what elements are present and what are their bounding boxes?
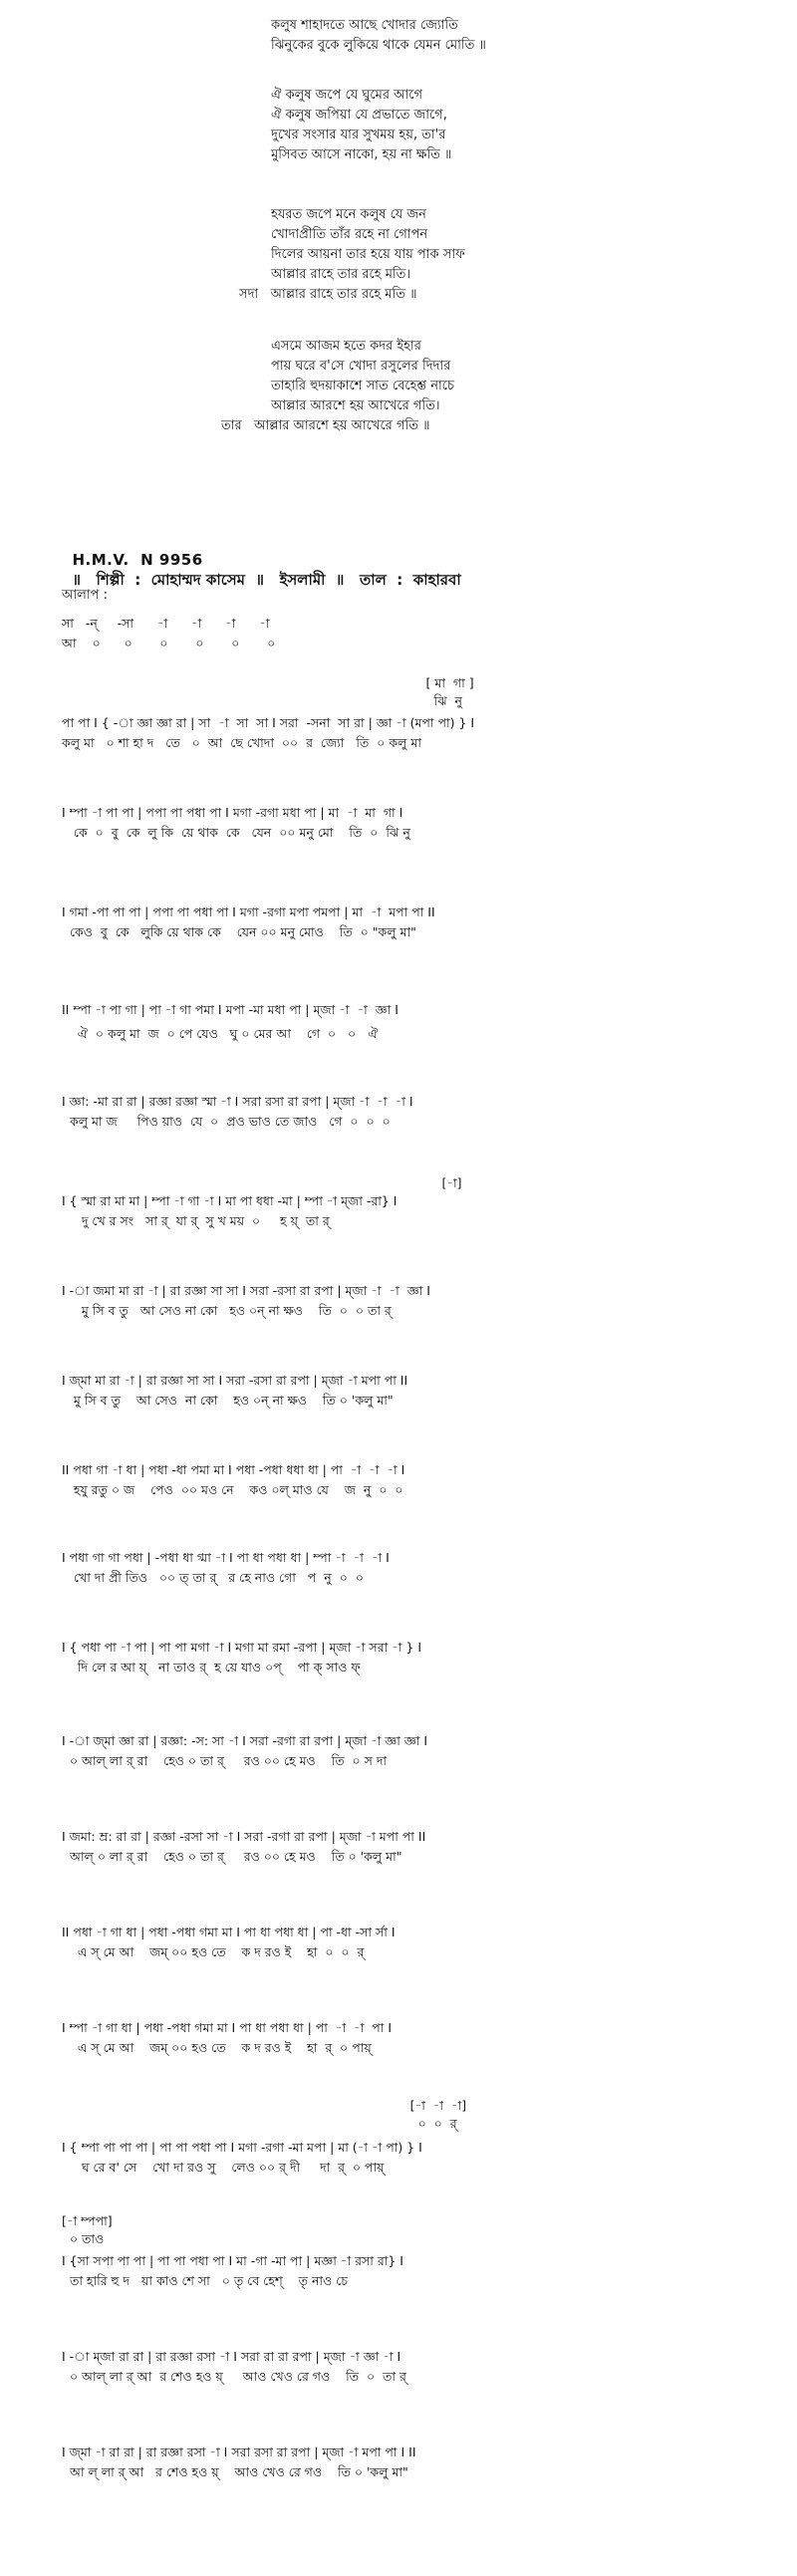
bracket-note: [-া -া -া]: [62, 2098, 467, 2113]
notation-row: I { ম্পা পা পা পা | পা পা পধা পা I মগা -রগা -মা মপা | মা (-া -া পা) } I: [62, 2140, 422, 2155]
lyric-row: এ স্ মে আ জম্ ০০ হও তে ক দ রও ই হা র্ ০ পায়্: [62, 2040, 372, 2055]
record-number: H.M.V. N 9956: [72, 551, 203, 569]
poem-line: পায় ঘরে ব'সে খোদা রসুলের দিদার: [271, 359, 451, 374]
bracket-note: [-া]: [62, 1175, 462, 1190]
poem-line: দুখের সংসার যার সুখময় হয়, তা'র: [271, 128, 446, 142]
lyric-row: কে ০ বু কে লু কি য়ে থাক কে যেন ০০ মনু মো তি ০ ঝি নু: [62, 825, 410, 840]
poem-line: খোদাপ্রীতি তাঁর রহে না গোপন: [271, 227, 428, 242]
poem-line: আল্লার আরশে হয় আখেরে গতি।: [271, 398, 440, 413]
poem-line: আল্লার রাহে তার রহে মতি।: [271, 267, 411, 282]
bracket-lyric: ঝি নু: [62, 693, 462, 708]
lyric-row: ০ আল্ লা র্ আ র শেও হও য়্ আও খেও রে গও তি ০ তা র্: [62, 2369, 406, 2384]
bracket-note: [-া ম্পপা]: [62, 2213, 113, 2228]
notation-row: I {সা সপা পা পা | পা পা পধা পা I মা -গা -মা পা | মজ্ঞা -া রসা রা} I: [62, 2253, 403, 2268]
lyric-row: আ ল্ লা র্ আ র শেও হও য়্ আও খেও রে গও তি ০ 'কলু মা": [62, 2464, 408, 2479]
lyric-row: আ ০ ০ ০ ০ ০ ০: [62, 636, 276, 650]
notation-row: II পধা গা -া ধা | পধা -ধা পমা মা I পধা -পধা ধধা ধা | পা -া -া -া I: [62, 1462, 405, 1477]
poem-line: মুসিবত আসে নাকো, হয় না ক্ষতি ॥: [271, 147, 452, 162]
poem-line: তার আল্লার আরশে হয় আখেরে গতি ॥: [221, 418, 430, 433]
alap-label: আলাপ :: [62, 588, 108, 603]
lyric-row: কেও বু কে লুকি য়ে থাক কে যেন ০০ মনু মোও তি ০ "কলু মা": [62, 924, 416, 939]
lyric-row: হযু রতু ০ জ পেও ০০ মও নে কও ০ল্ মাও যে জ নু ০ ০: [62, 1482, 403, 1497]
notation-row: সা -ন্ -সা -া -া -া -া: [62, 616, 270, 631]
notation-row: I জ্ঞা: -মা রা রা | রজ্ঞা রজ্ঞা স্মা -া I সরা রসা রা রপা | ম্জা -া -া -া I: [62, 1094, 413, 1109]
poem-line: কলুষ শাহাদতে আছে খোদার জ্যোতি: [271, 18, 458, 33]
lyric-row: কলু মা জ পিও য়াও যে ০ প্রও ভাও তে জাও গে ০ ০ ০: [62, 1114, 391, 1129]
lyric-row: আল্ ০ লা র্ রা হেও ০ তা র্ রও ০০ হে মও তি ০ 'কলু মা": [62, 1849, 402, 1864]
poem-line: ঐ কলুষ জপিয়া যে প্রভাতে জাগে,: [271, 108, 447, 123]
notation-row: I জ্মা মা রা -া | রা রজ্ঞা সা সা I সরা -রসা রা রপা | ম্জা -া মপা পা II: [62, 1373, 408, 1388]
notation-row: I -া জমা মা রা -া | রা রজ্ঞা সা সা I সরা -রসা রা রপা | ম্জা -া -া জ্ঞা I: [62, 1283, 430, 1298]
notation-row: I { পধা পা -া পা | পা পা মগা -া I মগা মা রমা -রপা | ম্জা -া সরা -া } I: [62, 1640, 422, 1655]
poem-line: সদা আল্লার রাহে তার রহে মতি ॥: [239, 287, 417, 302]
notation-row: I ম্পা -া পা পা | পপা পা পধা পা I মগা -রগা মধা পা | মা -া মা গা I: [62, 805, 403, 820]
notation-row: I -া জ্মা জ্ঞা রা | রজ্ঞা: -স: সা -া I সরা -রগা রা রপা | ম্জা -া জ্ঞা জ্ঞা I: [62, 1733, 428, 1748]
notation-row: I জমা: ম্র: রা রা | রজ্ঞা -রসা সা -া I সরা -রগা রা রপা | ম্জা -া মপা পা II: [62, 1829, 426, 1844]
header-details: ॥ শিল্পী : মোহাম্মদ কাসেম ॥ ইসলামী ॥ তাল : কাহারবা: [72, 571, 461, 589]
lyric-row: কলু মা ০ শা হা দ তে ০ আ ছে খোদা ০০ র জ্যো তি ০ কলু মা: [62, 735, 421, 750]
notation-row: I -া ম্জা রা রা | রা রজ্ঞা রসা -া I সরা রা রা রপা | ম্জা -া জ্ঞা -া I: [62, 2349, 401, 2364]
notation-row: II ম্পা -া পা গা | পা -া গা পমা I মপা -মা মধা পা | ম্জা -া -া জ্ঞা I: [62, 1002, 398, 1017]
poem-line: হযরত জপে মনে কলুষ যে জন: [271, 207, 426, 222]
lyric-row: ঘ রে ব' সে খো দা রও সু লেও ০০ র্ দী দা র্ ০ পায়্: [62, 2160, 385, 2175]
lyric-row: দি লে র আ য়্ না তাও র্ হ য়ে যাও ০প্ পা ক্ সাও ফ্: [62, 1660, 361, 1674]
poem-line: ঝিনুকের বুকে লুকিয়ে থাকে যেমন মোতি ॥: [271, 38, 486, 53]
lyric-row: দু খে র সং সা র্ যা র্ সু খ ময় ০ হ য়্ তা র্: [62, 1213, 330, 1228]
lyric-row: মু সি ব তু আ সেও না কো হও ০ন্ না ক্ষও তি ০ 'কলু মা": [62, 1393, 394, 1408]
bracket-note: [ মা গা ]: [62, 675, 474, 690]
poem-line: ঐ কলুষ জপে যে ঘুমের আগে: [271, 88, 423, 103]
notation-row: I ম্পা -া গা ধা | পধা -পধা গমা মা I পা ধা পধা ধা | পা -া -া পা I: [62, 2020, 393, 2035]
lyric-row: এ স্ মে আ জম্ ০০ হও তে ক দ রও ই হা ০ ০ র্: [62, 1944, 365, 1959]
poem-line: এসমে আজম হতে কদর ইহার: [271, 339, 421, 354]
notation-row: পা পা I { -া জ্ঞা জ্ঞা রা | সা -া সা সা I সরা -সনা সা রা | জ্ঞা -া (মপা পা) } I: [62, 715, 475, 730]
notation-row: I { স্মা রা মা মা | ম্পা -া গা -া I মা পা ধধা -মা | ম্পা -া ম্জা -রা} I: [62, 1193, 398, 1208]
lyric-row: ০ আল্ লা র্ রা হেও ০ তা র্ রও ০০ হে মও তি ০ স দা: [62, 1753, 388, 1768]
notation-row: I পধা গা গা পধা | -পধা ধা গ্মা -া I পা ধা পধা ধা | ম্পা -া -া -া I: [62, 1550, 390, 1565]
notation-row: I জ্মা -া রা রা | রা রজ্ঞা রসা -া I সরা রসা রা রপা | ম্জা -া মপা পা I II: [62, 2445, 416, 2459]
poem-line: দিলের আয়না তার হয়ে যায় পাক সাফ: [271, 247, 465, 262]
song-header: [62, 533, 759, 594]
lyric-row: মু সি ব তু আ সেও না কো হও ০ন্ না ক্ষও তি ০ ০ তা র্: [62, 1303, 392, 1318]
lyric-row: ঐ ০ কলু মা জ ০ পে যেও ঘু ০ মের আ গে ০ ০ ঐ: [62, 1026, 379, 1041]
lyric-row: খো দা প্রী তিও ০০ ত্ তা র্ র হে নাও গো প নু ০ ০: [62, 1570, 364, 1585]
bracket-lyric: ০ ০ র্: [62, 2116, 457, 2131]
notation-row: II পধা -া গা ধা | পধা -পধা গমা মা I পা ধা পধা ধা | পা -ধা -সা র্সা I: [62, 1925, 396, 1939]
lyric-row: তা হারি হু দ য়া কাও শে সা ০ তৃ বে হেশ্ তৃ নাও চে: [62, 2273, 349, 2288]
bracket-lyric: ০ তাও: [62, 2231, 105, 2246]
notation-row: I গমা -পা পা পা | পপা পা পধা পা I মগা -রগা মপা পমপা | মা -া মপা পা II: [62, 904, 435, 919]
poem-line: তাহারি হুদয়াকাশে সাত বেহেশ্ত নাচে: [271, 379, 454, 393]
